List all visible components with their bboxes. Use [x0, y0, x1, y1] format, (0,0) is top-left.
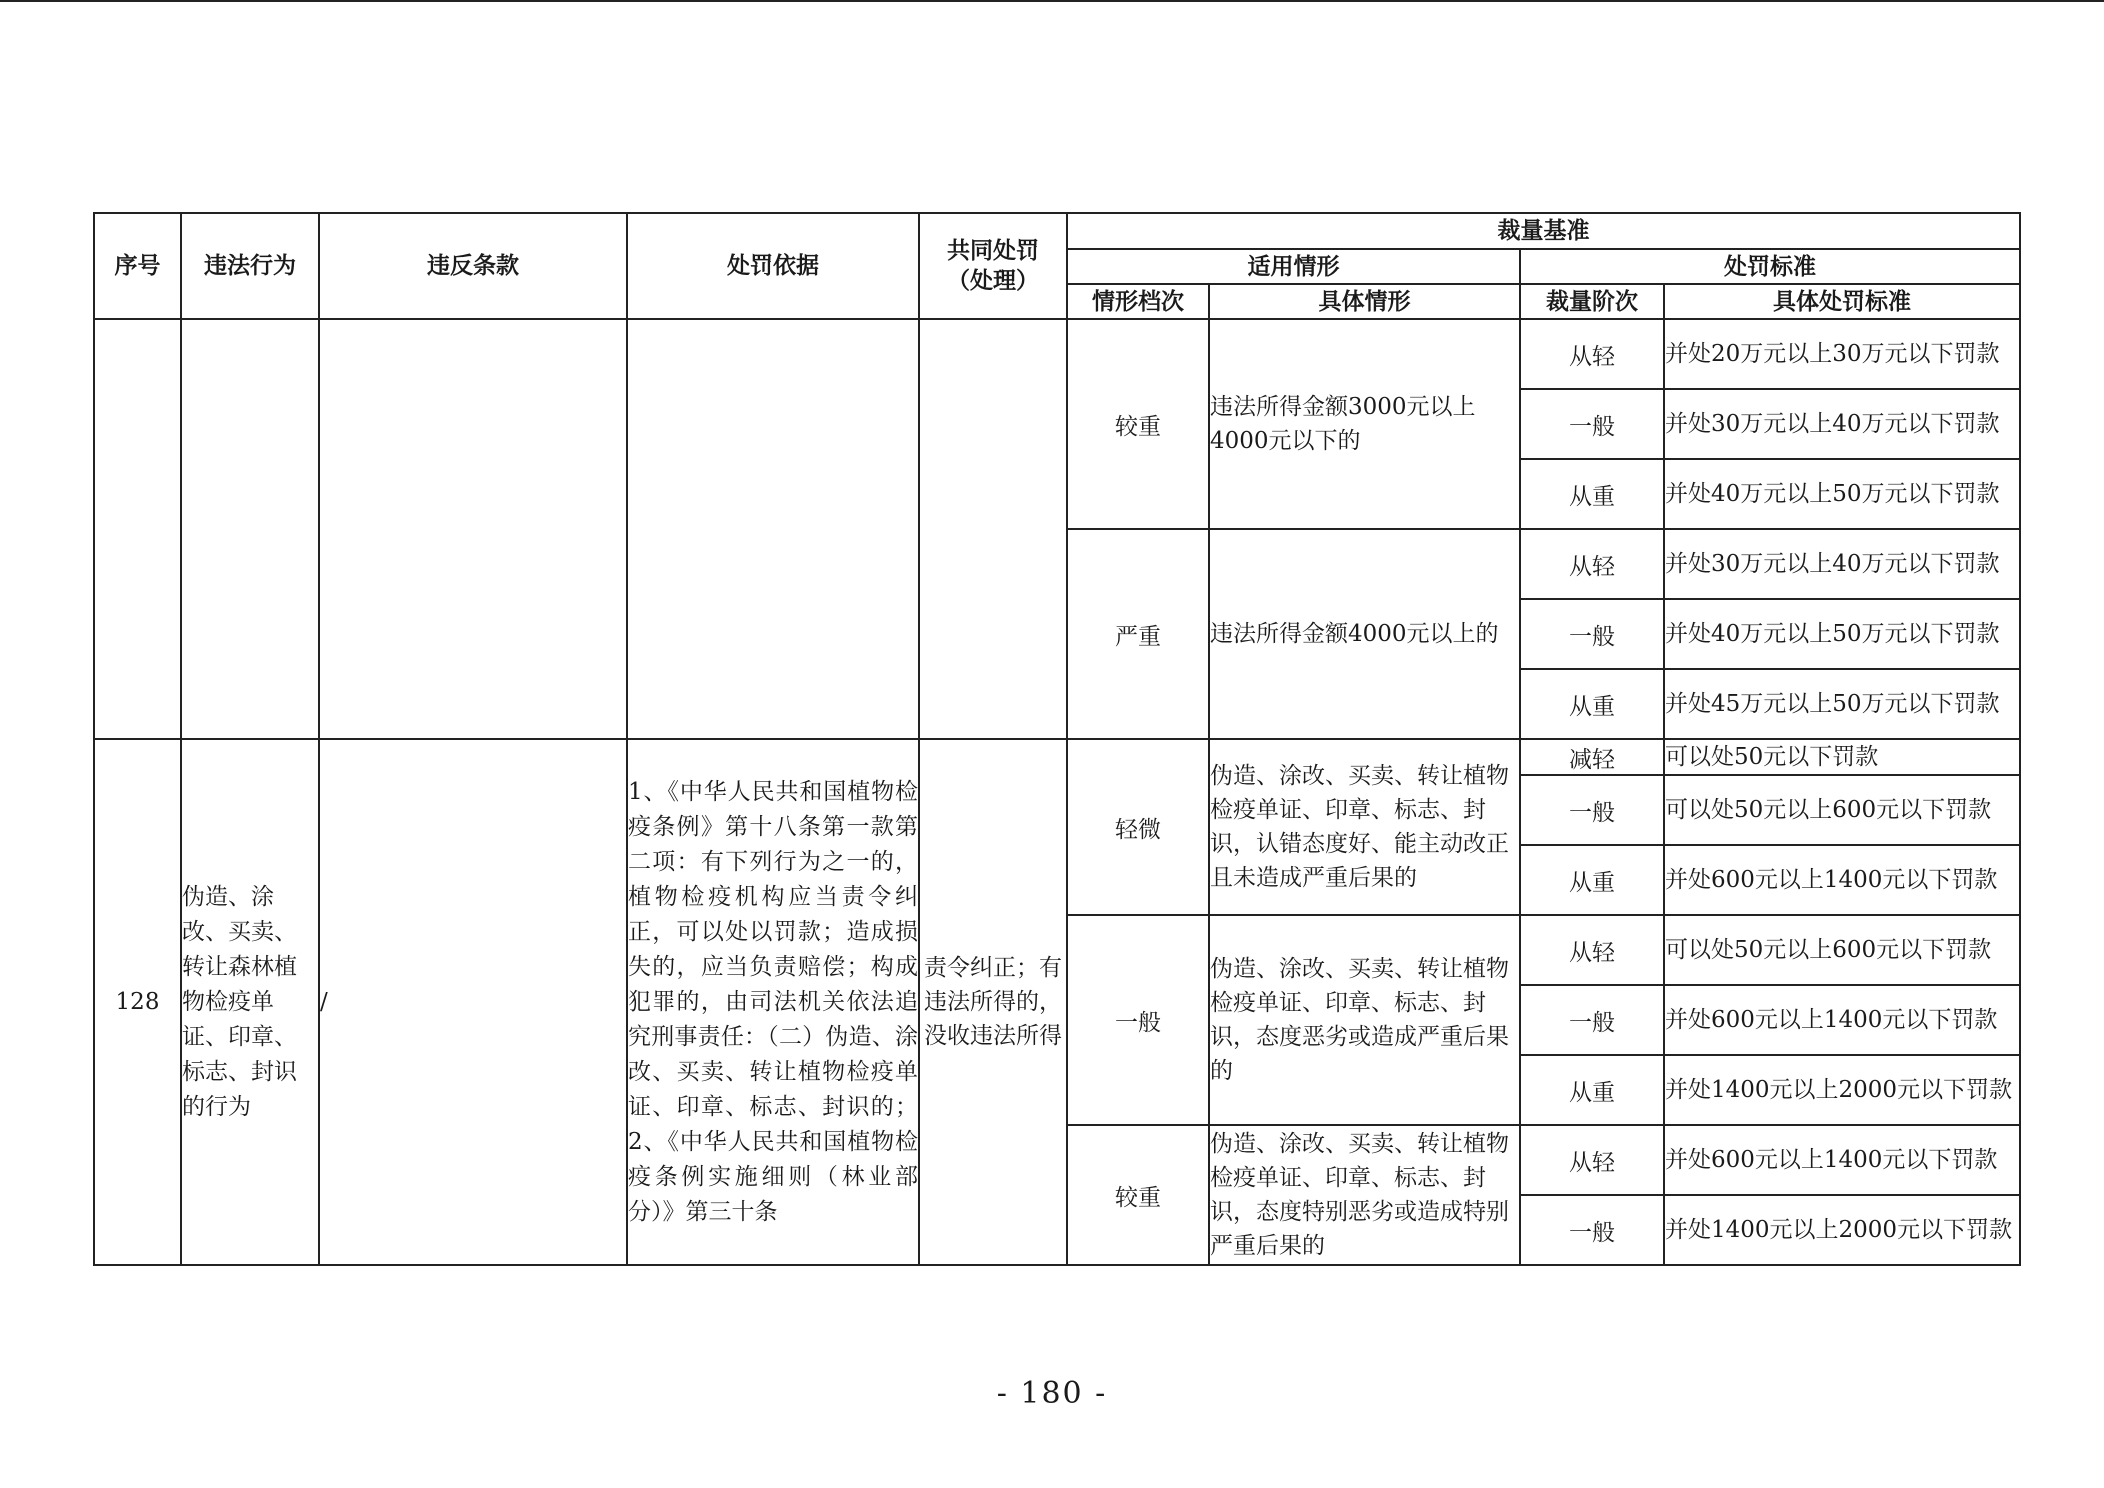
behavior-cell: 伪造、涂改、买卖、转让森林植物检疫单证、印章、标志、封识的行为	[181, 739, 319, 1265]
degree-cell: 一般	[1520, 1195, 1664, 1265]
penalty-cell: 可以处50元以上600元以下罚款	[1664, 915, 2020, 985]
top-border-line	[0, 0, 2104, 2]
table-row	[94, 319, 2020, 389]
level-cell: 较重	[1067, 1125, 1209, 1265]
basis-cell-empty	[627, 319, 919, 739]
degree-cell: 从重	[1520, 459, 1664, 529]
penalty-cell: 并处600元以上1400元以下罚款	[1664, 845, 2020, 915]
violated-cell-empty	[319, 319, 627, 739]
penalty-cell: 可以处50元以上600元以下罚款	[1664, 775, 2020, 845]
header-level: 情形档次	[1067, 284, 1209, 319]
violated-cell: /	[319, 739, 627, 1265]
discretion-standard-table	[93, 212, 2021, 1266]
header-penalty: 具体处罚标准	[1664, 284, 2020, 319]
header-penalty-basis: 处罚依据	[627, 213, 919, 319]
degree-cell: 一般	[1520, 775, 1664, 845]
degree-cell: 一般	[1520, 599, 1664, 669]
degree-cell: 一般	[1520, 985, 1664, 1055]
level-cell: 轻微	[1067, 739, 1209, 915]
situation-cell: 违法所得金额4000元以上的	[1209, 529, 1520, 739]
degree-cell: 一般	[1520, 389, 1664, 459]
penalty-cell: 并处45万元以上50万元以下罚款	[1664, 669, 2020, 739]
header-common-line2: （处理）	[947, 268, 1039, 294]
header-discretion: 裁量基准	[1067, 213, 2020, 249]
page-number: - 180 -	[996, 1376, 1108, 1411]
penalty-cell: 并处600元以上1400元以下罚款	[1664, 985, 2020, 1055]
seq-cell: 128	[94, 739, 181, 1265]
header-applicable: 适用情形	[1067, 249, 1520, 284]
common-penalty-cell: 责令纠正；有违法所得的，没收违法所得	[919, 739, 1067, 1265]
penalty-cell: 并处40万元以上50万元以下罚款	[1664, 459, 2020, 529]
degree-cell: 从轻	[1520, 529, 1664, 599]
penalty-cell: 并处30万元以上40万元以下罚款	[1664, 529, 2020, 599]
situation-cell: 伪造、涂改、买卖、转让植物检疫单证、印章、标志、封识，态度特别恶劣或造成特别严重后果的	[1209, 1125, 1520, 1265]
degree-cell: 减轻	[1520, 739, 1664, 775]
situation-cell: 伪造、涂改、买卖、转让植物检疫单证、印章、标志、封识，认错态度好、能主动改正且未造成严重后果的	[1209, 739, 1520, 915]
degree-cell: 从重	[1520, 845, 1664, 915]
header-common-penalty	[919, 213, 1067, 319]
degree-cell: 从轻	[1520, 319, 1664, 389]
behavior-cell-empty	[181, 319, 319, 739]
degree-cell: 从重	[1520, 669, 1664, 739]
situation-cell: 违法所得金额3000元以上4000元以下的	[1209, 319, 1520, 529]
level-cell: 严重	[1067, 529, 1209, 739]
penalty-cell: 并处600元以上1400元以下罚款	[1664, 1125, 2020, 1195]
penalty-cell: 并处40万元以上50万元以下罚款	[1664, 599, 2020, 669]
penalty-cell: 并处1400元以上2000元以下罚款	[1664, 1055, 2020, 1125]
level-cell: 较重	[1067, 319, 1209, 529]
header-violated-clause: 违反条款	[319, 213, 627, 319]
common-cell-empty	[919, 319, 1067, 739]
basis-cell: 1、《中华人民共和国植物检疫条例》第十八条第一款第二项：有下列行为之一的，植物检疫机构应当责令纠正，可以处以罚款；造成损失的，应当负责赔偿；构成犯罪的，由司法机关依法追究刑事责任：（二）伪造、涂改、买卖、转让植物检疫单证、印章、标志、封识的；2、《中华人民共和国植物检疫条例实施细则（林业部分）》第三十条	[627, 739, 919, 1265]
table-row	[94, 739, 2020, 775]
header-common-line1: 共同处罚	[947, 238, 1039, 264]
header-standard: 处罚标准	[1520, 249, 2020, 284]
degree-cell: 从轻	[1520, 1125, 1664, 1195]
header-behavior: 违法行为	[181, 213, 319, 319]
penalty-cell: 可以处50元以下罚款	[1664, 739, 2020, 775]
situation-cell: 伪造、涂改、买卖、转让植物检疫单证、印章、标志、封识，态度恶劣或造成严重后果的	[1209, 915, 1520, 1125]
seq-cell-empty	[94, 319, 181, 739]
header-situation: 具体情形	[1209, 284, 1520, 319]
level-cell: 一般	[1067, 915, 1209, 1125]
degree-cell: 从重	[1520, 1055, 1664, 1125]
penalty-cell: 并处20万元以上30万元以下罚款	[1664, 319, 2020, 389]
degree-cell: 从轻	[1520, 915, 1664, 985]
header-degree: 裁量阶次	[1520, 284, 1664, 319]
penalty-cell: 并处30万元以上40万元以下罚款	[1664, 389, 2020, 459]
penalty-cell: 并处1400元以上2000元以下罚款	[1664, 1195, 2020, 1265]
header-seq: 序号	[94, 213, 181, 319]
